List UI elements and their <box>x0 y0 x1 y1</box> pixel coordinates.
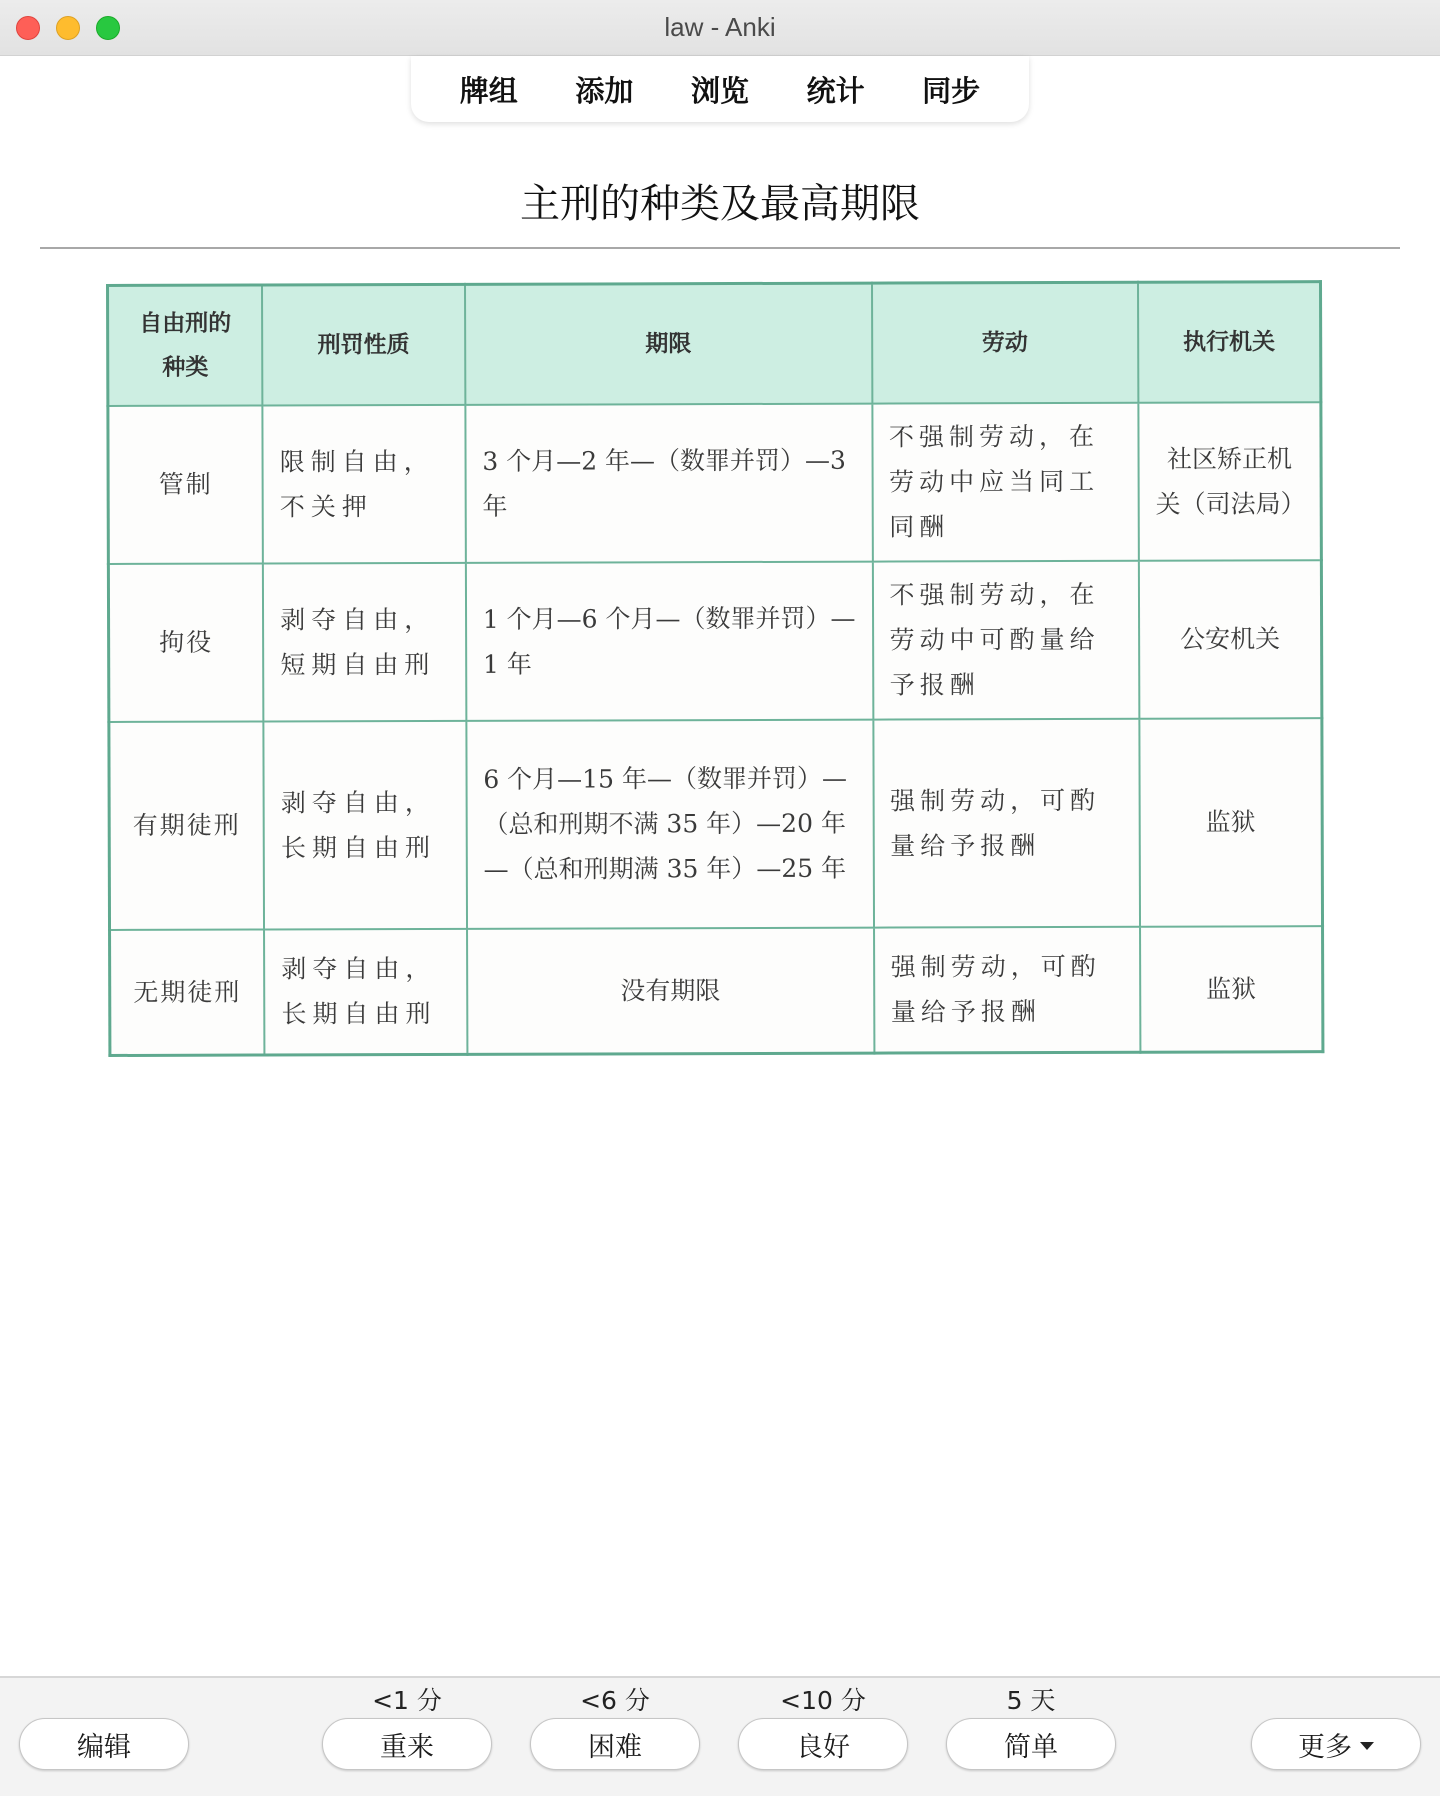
main-toolbar <box>411 56 1029 122</box>
table-cell: 拘役 <box>108 563 263 721</box>
toolbar-add[interactable]: 添加 <box>575 73 634 108</box>
header-term: 期限 <box>465 283 872 404</box>
table-row <box>108 402 1321 564</box>
toolbar-decks[interactable]: 牌组 <box>459 73 518 108</box>
toolbar-sync[interactable]: 同步 <box>922 73 981 108</box>
table-cell: 社区矫正机关（司法局） <box>1138 402 1321 561</box>
header-type: 自由刑的种类 <box>108 285 263 405</box>
table-cell: 监狱 <box>1140 926 1323 1053</box>
table-cell: 公安机关 <box>1139 560 1322 719</box>
toolbar-browse[interactable]: 浏览 <box>690 73 749 108</box>
table-cell: 3 个月—2 年—（数罪并罚）—3 年 <box>465 403 872 562</box>
header-nature: 刑罚性质 <box>262 284 465 405</box>
table-cell: 管制 <box>108 405 263 563</box>
table-row <box>108 560 1321 722</box>
easy-button[interactable]: 简单 <box>946 1718 1116 1770</box>
table-cell: 6 个月—15 年—（数罪并罚）—（总和刑期不满 35 年）—20 年—（总和刑期满 35 年）—25 年 <box>466 719 873 928</box>
window-title: law - Anki <box>664 12 776 42</box>
table-header-row <box>108 282 1321 406</box>
chevron-down-icon <box>1360 1742 1374 1750</box>
table-cell: 剥夺自由，长期自由刑 <box>264 720 467 929</box>
table-cell: 有期徒刑 <box>109 721 264 929</box>
toolbar-stats[interactable]: 统计 <box>806 73 865 108</box>
table-cell: 没有期限 <box>467 927 874 1054</box>
table-cell: 限制自由，不关押 <box>263 404 466 563</box>
table-cell: 不强制劳动，在劳动中可酌量给予报酬 <box>872 560 1139 719</box>
table-row <box>109 718 1323 930</box>
again-interval: <1 分 <box>372 1686 442 1715</box>
table-cell: 强制劳动，可酌量给予报酬 <box>874 926 1141 1053</box>
penalty-table <box>106 280 1324 1057</box>
more-button[interactable] <box>1251 1718 1421 1770</box>
card-image <box>106 280 1324 1066</box>
header-executor: 执行机关 <box>1138 282 1321 403</box>
more-label: 更多 <box>1298 1731 1352 1763</box>
again-button[interactable]: 重来 <box>322 1718 492 1770</box>
good-interval: <10 分 <box>780 1686 866 1715</box>
header-labor: 劳动 <box>872 282 1139 403</box>
hard-interval: <6 分 <box>580 1686 650 1715</box>
edit-button[interactable]: 编辑 <box>19 1718 189 1770</box>
title-bar <box>0 0 1440 56</box>
hard-button[interactable]: 困难 <box>530 1718 700 1770</box>
table-cell: 无期徒刑 <box>110 929 265 1055</box>
table-cell: 强制劳动，可酌量给予报酬 <box>873 718 1140 927</box>
table-cell: 1 个月—6 个月—（数罪并罚）—1 年 <box>466 561 873 720</box>
table-cell: 剥夺自由，短期自由刑 <box>263 562 466 721</box>
review-bottom-bar <box>0 1676 1440 1796</box>
table-cell: 不强制劳动，在劳动中应当同工同酬 <box>872 402 1139 561</box>
table-cell: 剥夺自由，长期自由刑 <box>264 928 467 1055</box>
answer-divider <box>40 247 1400 249</box>
easy-interval: 5 天 <box>1006 1686 1056 1715</box>
good-button[interactable]: 良好 <box>738 1718 908 1770</box>
table-row <box>110 926 1323 1056</box>
card-title: 主刑的种类及最高期限 <box>520 181 920 227</box>
table-cell: 监狱 <box>1139 718 1322 927</box>
